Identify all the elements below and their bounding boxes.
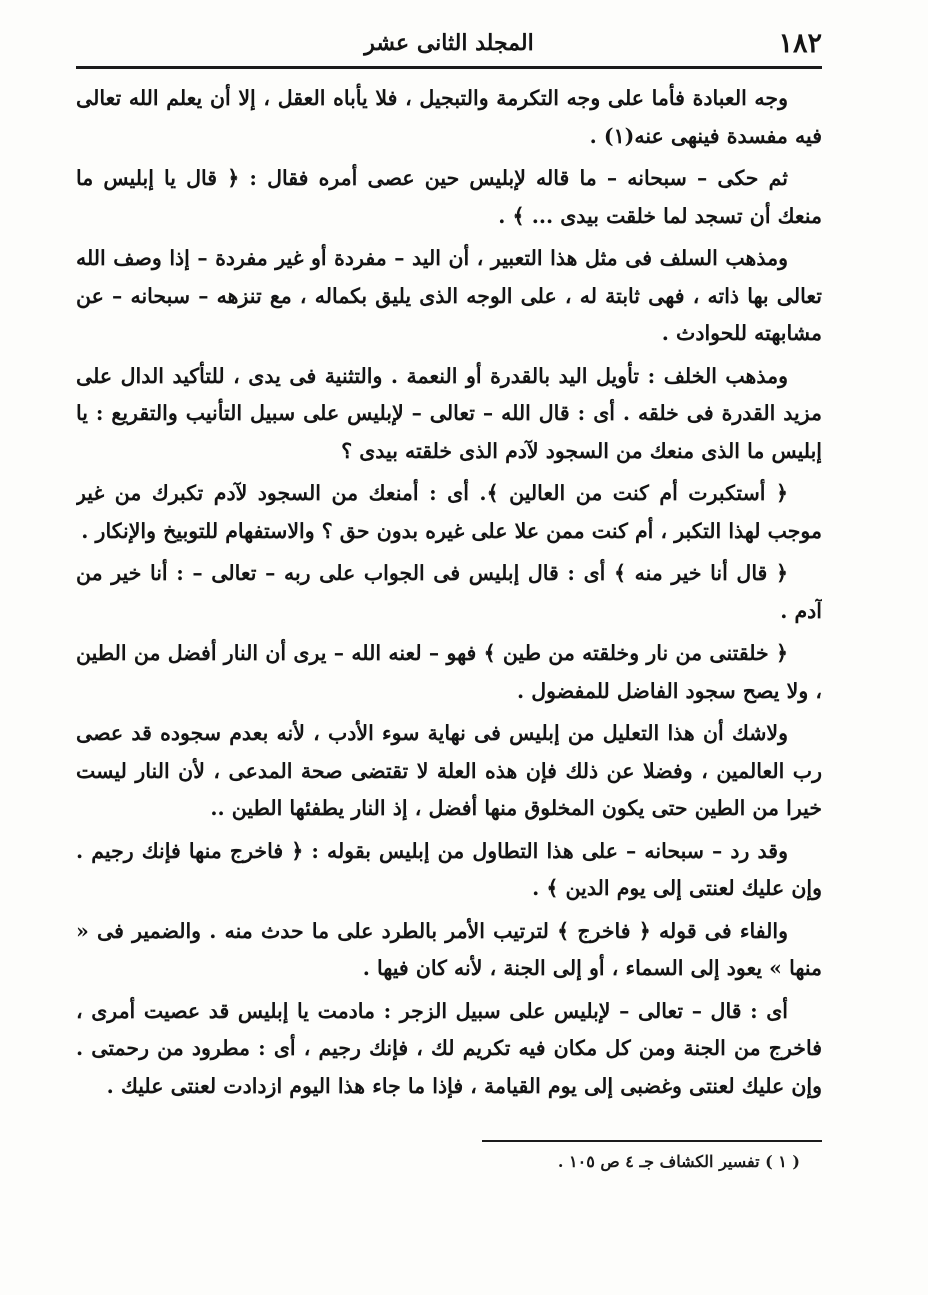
body-text xyxy=(76,80,822,1120)
footnote-rule xyxy=(482,1140,822,1142)
paragraph: ﴿ خلقتنى من نار وخلقته من طين ﴾ فهو – لعنه الله – يرى أن النار أفضل من الطين ، ولا يصح سجود الفاضل للمفضول . xyxy=(76,641,822,703)
paragraph: أى : قال – تعالى – لإبليس على سبيل الزجر : مادمت يا إبليس قد عصيت أمرى ، فاخرج من الجنة ومن كل مكان فيه تكريم لك ، فإنك رجيم ، أى : مطرود من رحمتى . وإن عليك لعنتى وغضبى إلى يوم القيامة ، فإذا ما جاء هذا اليوم ازدادت لعنتى عليك . xyxy=(76,998,822,1098)
footnote: ( ١ ) تفسير الكشاف جـ ٤ ص ١٠٥ . xyxy=(557,1152,800,1171)
paragraph: ﴿ أستكبرت أم كنت من العالين ﴾. أى : أمنعك من السجود لآدم تكبرك من غير موجب لهذا التكبر ، أم كنت ممن علا على غيره بدون حق ؟ والاستفهام للتوبيخ والإنكار . xyxy=(76,481,822,543)
paragraph: ومذهب الخلف : تأويل اليد بالقدرة أو النعمة . والتثنية فى يدى ، للتأكيد الدال على مزيد القدرة فى خلقه . أى : قال الله – تعالى – لإبليس على سبيل التأنيب والتقريع : يا إبليس ما الذى منعك من السجود لآدم الذى خلقته بيدى ؟ xyxy=(76,363,822,463)
paragraph: وقد رد – سبحانه – على هذا التطاول من إبليس بقوله : ﴿ فاخرج منها فإنك رجيم . وإن عليك لعنتى إلى يوم الدين ﴾ . xyxy=(76,838,822,900)
paragraph: والفاء فى قوله ﴿ فاخرج ﴾ لترتيب الأمر بالطرد على ما حدث منه . والضمير فى « منها » يعود إلى السماء ، أو إلى الجنة ، لأنه كان فيها . xyxy=(76,918,822,980)
header-rule xyxy=(76,66,822,69)
paragraph: ثم حكى – سبحانه – ما قاله لإبليس حين عصى أمره فقال : ﴿ قال يا إبليس ما منعك أن تسجد لما خلقت بيدى ... ﴾ . xyxy=(76,166,822,228)
page-header xyxy=(76,26,822,62)
page-number: ١٨٢ xyxy=(778,28,822,59)
running-head: المجلد الثانى عشر xyxy=(364,30,534,56)
paragraph: ﴿ قال أنا خير منه ﴾ أى : قال إبليس فى الجواب على ربه – تعالى – : أنا خير من آدم . xyxy=(76,561,822,623)
paragraph: ومذهب السلف فى مثل هذا التعبير ، أن اليد – مفردة أو غير مفردة – إذا وصف الله تعالى بها ذاته ، فهى ثابتة له ، على الوجه الذى يليق بكماله ، مع تنزهه – سبحانه – عن مشابهته للحوادث . xyxy=(76,246,822,345)
paragraph: وجه العبادة فأما على وجه التكرمة والتبجيل ، فلا يأباه العقل ، إلا أن يعلم الله تعالى فيه مفسدة فينهى عنه(١) . xyxy=(76,86,822,148)
paragraph: ولاشك أن هذا التعليل من إبليس فى نهاية سوء الأدب ، لأنه بعدم سجوده قد عصى رب العالمين ، وفضلا عن ذلك فإن هذه العلة لا تقتضى صحة المدعى ، لأن النار ليست خيرا من الطين حتى يكون المخلوق منها أفضل ، إذ النار يطفئها الطين .. xyxy=(76,721,822,820)
